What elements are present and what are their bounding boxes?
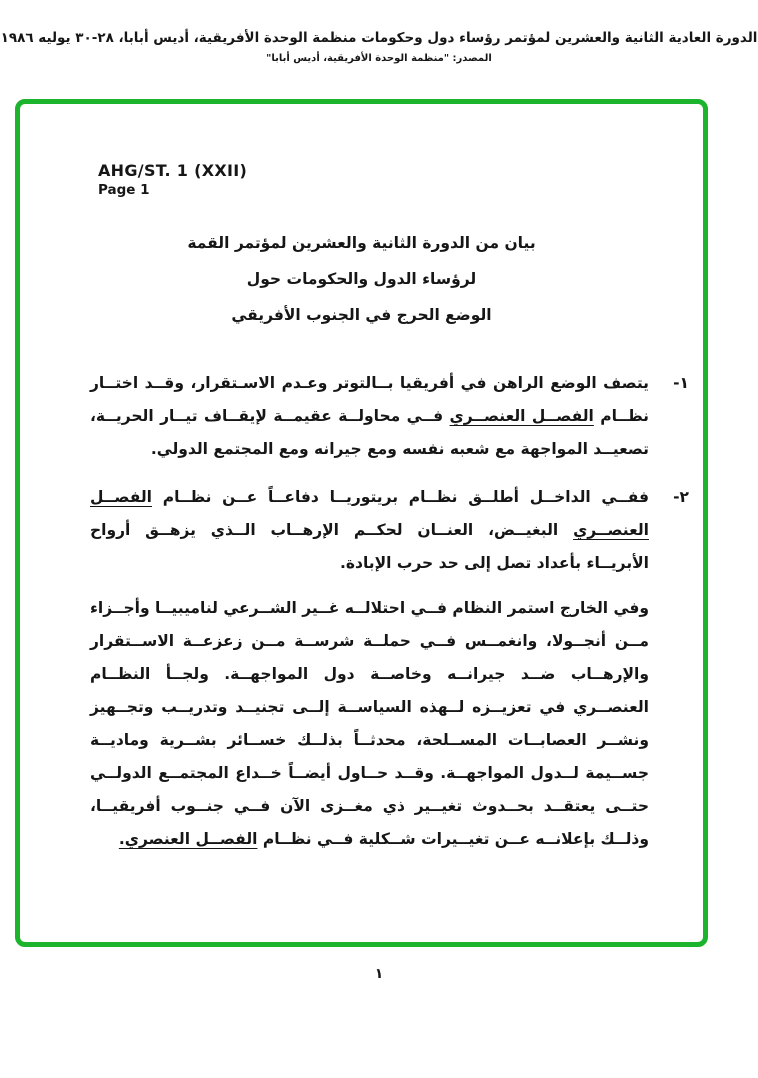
paragraph-2-number: ٢- <box>673 488 689 506</box>
source-value: "منظمة الوحدة الأفريقية، أديس أبابا" <box>266 53 450 64</box>
paragraph-1-text <box>90 367 649 466</box>
document-frame <box>15 99 708 947</box>
paragraph-1-underlined-term: الفصــل العنصــري <box>449 407 594 425</box>
paragraph-2-segment-a: ففــي الداخــل أطلــق نظــام بريتوريــا دفاعــاً عــن نظــام <box>152 488 649 506</box>
paragraph-3-number <box>649 592 689 856</box>
scan-header <box>0 30 758 64</box>
paragraph-2-segment-b: البغيــض، العنــان لحكــم الإرهــاب الــذي يزهــق أرواح الأبريــاء بأعداد تصل إلى حد حرب الإبادة. <box>90 521 649 572</box>
paragraph-1-segment-b: فــي محاولــة عقيمــة لإيقــاف تيــار الحريــة، تصعيــد المواجهة مع شعبه نفسه ومع جيرانه ومع المجتمع الدولي. <box>90 407 649 458</box>
header-source-line <box>0 53 758 64</box>
document-body <box>90 367 689 856</box>
paragraph-1-segment-a: يتصف الوضع الراهن في أفريقيا بــالتوتر وعـدم الاسـتقرار، وقــد اختــار نظــام <box>90 374 649 425</box>
source-label: المصدر: <box>452 53 492 64</box>
document-title <box>20 225 703 333</box>
paragraph-3-segment-a: وفي الخارج استمر النظام فــي احتلالــه غــير الشــرعي لناميبيــا وأجــزاء مــن أنجــولا، وانغمــس فــي حملــة شرســة مــن زعزعــة الاســتقرار والإرهــاب ضــد جيرانــه وخاصــة دول المواجهــة. ولجــأ النظــام العنصــري في تعزيــزه لــهذه السياســة إلــى تجنيــد وتدريــب وتجــهيز ونشــر العصابــات المســلحة، محدثــاً بذلــك خســائر بشــرية وماديــة جســيمة لــدول المواجهــة. وقــد حــاول أيضــاً خــداع المجتمــع الدولــي حتــى يعتقــد بحــدوث تغيــير ذي مغــزى الآن فــي جنــوب أفريقيــا، وذلــك بإعلانــه عــن تغيــيرات شــكلية فــي نظــام <box>90 599 649 848</box>
document-page-label: Page 1 <box>98 182 150 198</box>
paragraph-3-underlined-term: الفصــل العنصري. <box>118 830 258 848</box>
paragraph-1 <box>90 367 689 466</box>
paragraph-3-text <box>90 592 649 856</box>
header-session-line: الدورة العادية الثانية والعشرين لمؤتمر رؤساء دول وحكومات منظمة الوحدة الأفريقية، أديس أبابا، ٢٨-٣٠ يوليه ١٩٨٦ <box>0 30 758 46</box>
title-line-3: الوضع الحرج في الجنوب الأفريقي <box>231 306 492 324</box>
paragraph-2 <box>90 481 689 580</box>
page-number: ١ <box>374 966 384 982</box>
title-line-2: لرؤساء الدول والحكومات حول <box>246 270 477 288</box>
document-reference-block <box>98 161 703 198</box>
paragraph-1-number: ١- <box>673 374 689 392</box>
paragraph-3 <box>90 592 689 856</box>
paragraph-2-text <box>90 481 649 580</box>
title-line-1: بيان من الدورة الثانية والعشرين لمؤتمر القمة <box>187 234 536 252</box>
document-reference: AHG/ST. 1 (XXII) <box>98 161 248 180</box>
paragraph-2-underlined-term: الفصــل العنصــري <box>90 488 649 539</box>
